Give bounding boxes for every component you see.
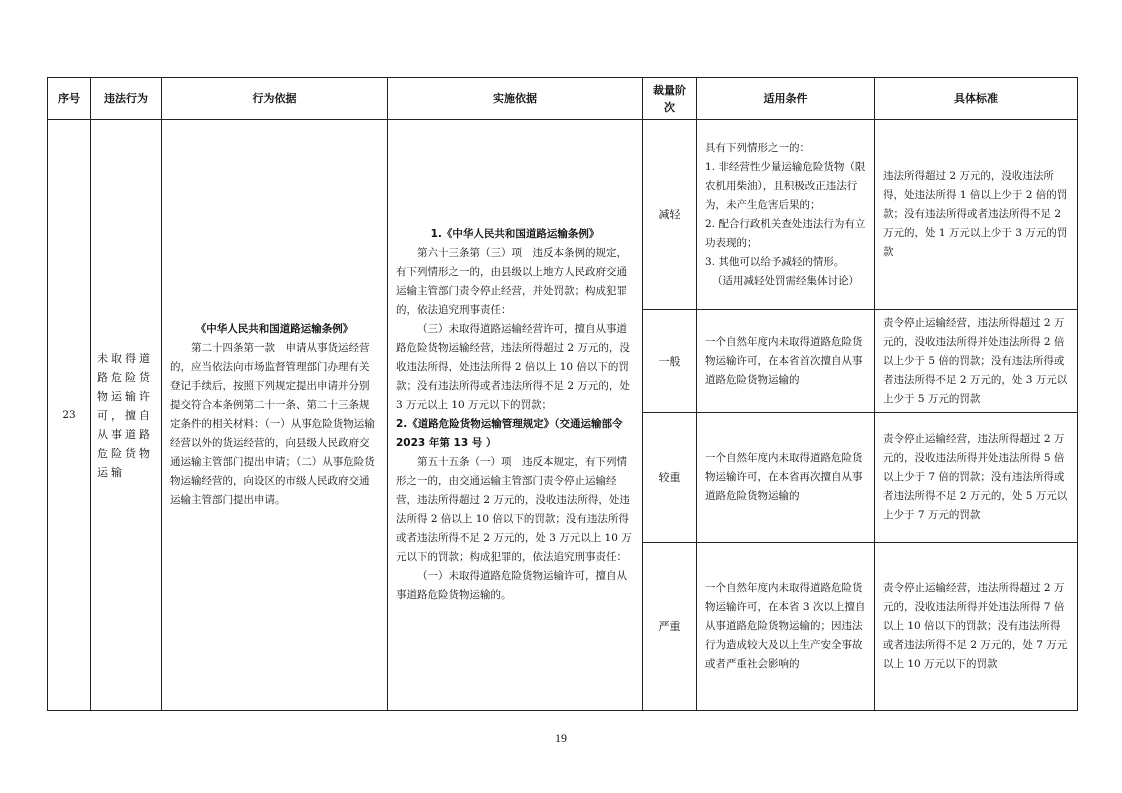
basis-law-text: 第二十四条第一款 申请从事货运经营的，应当依法向市场监督管理部门办理有关登记手续后，按照下列规定提出申请并分别提交符合本条例第二十一条、第二十三条规定条件的相关材料：（一）从事危险货物运输经营以外的货运经营的，向县级人民政府交通运输主管部门提出申请；（二）从事危险货物运输经营的，向设区的市级人民政府交通运输主管部门提出申请。 [170,342,375,506]
table-row [48,120,1078,310]
basis-law-title: 《中华人民共和国道路运输条例》 [195,323,354,335]
tier-conditions-mitigated [697,120,875,310]
impl-law2-title: 2.《道路危险货物运输管理规定》（交通运输部令 2023 年第 13 号 ） [396,418,623,449]
cell-seq: 23 [48,120,91,711]
table-header-row [48,78,1078,120]
tier-conditions-general: 一个自然年度内未取得道路危险货物运输许可，在本省首次擅自从事道路危险货物运输的 [697,310,875,413]
tier-level-mitigated: 减轻 [643,120,697,310]
tier-level-serious: 较重 [643,413,697,543]
tier-standard-general: 责令停止运输经营，违法所得超过 2 万元的，没收违法所得并处违法所得 2 倍以上少于 5 倍的罚款；没有违法所得或者违法所得不足 2 万元的，处 3 万元以上少于 5 万元的罚款 [875,310,1078,413]
impl-law2-text2: （一）未取得道路危险货物运输许可，擅自从事道路危险货物运输的。 [396,570,627,601]
page-number: 19 [555,731,567,745]
tier-level-severe: 严重 [643,543,697,711]
condition-line: 2. 配合行政机关查处违法行为有立功表现的； [705,217,866,249]
condition-line: 1. 非经营性少量运输危险货物（限农机用柴油），且积极改正违法行为，未产生危害后果的； [705,160,866,211]
impl-law2-text1: 第五十五条（一）项 违反本规定，有下列情形之一的，由交通运输主管部门责令停止运输经营，违法所得超过 2 万元的，没收违法所得，处违法所得 2 倍以上 10 倍以下的罚款；没有违法所得或者违法所得不足 2 万元的，处 3 万元以上 10 万元以下的罚款；构成犯罪的，依法追究刑事责任： [396,456,632,563]
impl-law1-title: 1.《中华人民共和国道路运输条例》 [430,228,600,240]
tier-conditions-severe: 一个自然年度内未取得道路危险货物运输许可，在本省 3 次以上擅自从事道路危险货物运输的；因违法行为造成较大及以上生产安全事故或者严重社会影响的 [697,543,875,711]
cell-basis [162,120,388,711]
header-conditions: 适用条件 [697,78,875,120]
header-level: 裁量阶次 [643,78,697,120]
cell-implementation [388,120,643,711]
impl-law1-text2: （三）未取得道路运输经营许可，擅自从事道路危险货物运输经营，违法所得超过 2 万元的，没收违法所得，处违法所得 2 倍以上 10 倍以下的罚款；没有违法所得或者违法所得不足 2 万元的，处 3 万元以上 10 万元以下的罚款； [396,323,630,411]
tier-level-general: 一般 [643,310,697,413]
header-standards: 具体标准 [875,78,1078,120]
tier-standard-severe: 责令停止运输经营，违法所得超过 2 万元的，没收违法所得并处违法所得 7 倍以上 10 倍以下的罚款；没有违法所得或者违法所得不足 2 万元的，处 7 万元以上 10 万元以下的罚款 [875,543,1078,711]
condition-line: 具有下列情形之一的： [705,141,810,154]
impl-law1-text1: 第六十三条第（三）项 违反本条例的规定，有下列情形之一的，由县级以上地方人民政府交通运输主管部门责令停止经营，并处罚款；构成犯罪的，依法追究刑事责任： [396,247,627,316]
cell-behavior: 未取得道路危险货物运输许可，擅自从事道路危险货物运输 [91,120,162,711]
condition-line: （适用减轻处罚需经集体讨论） [712,274,859,287]
header-behavior: 违法行为 [91,78,162,120]
header-implementation: 实施依据 [388,78,643,120]
tier-standard-mitigated: 违法所得超过 2 万元的，没收违法所得，处违法所得 1 倍以上少于 2 倍的罚款；没有违法所得或者违法所得不足 2 万元的，处 1 万元以上少于 3 万元的罚款 [875,120,1078,310]
header-seq: 序号 [48,78,91,120]
tier-conditions-serious: 一个自然年度内未取得道路危险货物运输许可，在本省再次擅自从事道路危险货物运输的 [697,413,875,543]
header-basis: 行为依据 [162,78,388,120]
condition-line: 3. 其他可以给予减轻的情形。 [705,255,845,268]
penalty-standards-table [47,77,1078,711]
tier-standard-serious: 责令停止运输经营，违法所得超过 2 万元的，没收违法所得并处违法所得 5 倍以上少于 7 倍的罚款；没有违法所得或者违法所得不足 2 万元的，处 5 万元以上少于 7 万元的罚款 [875,413,1078,543]
